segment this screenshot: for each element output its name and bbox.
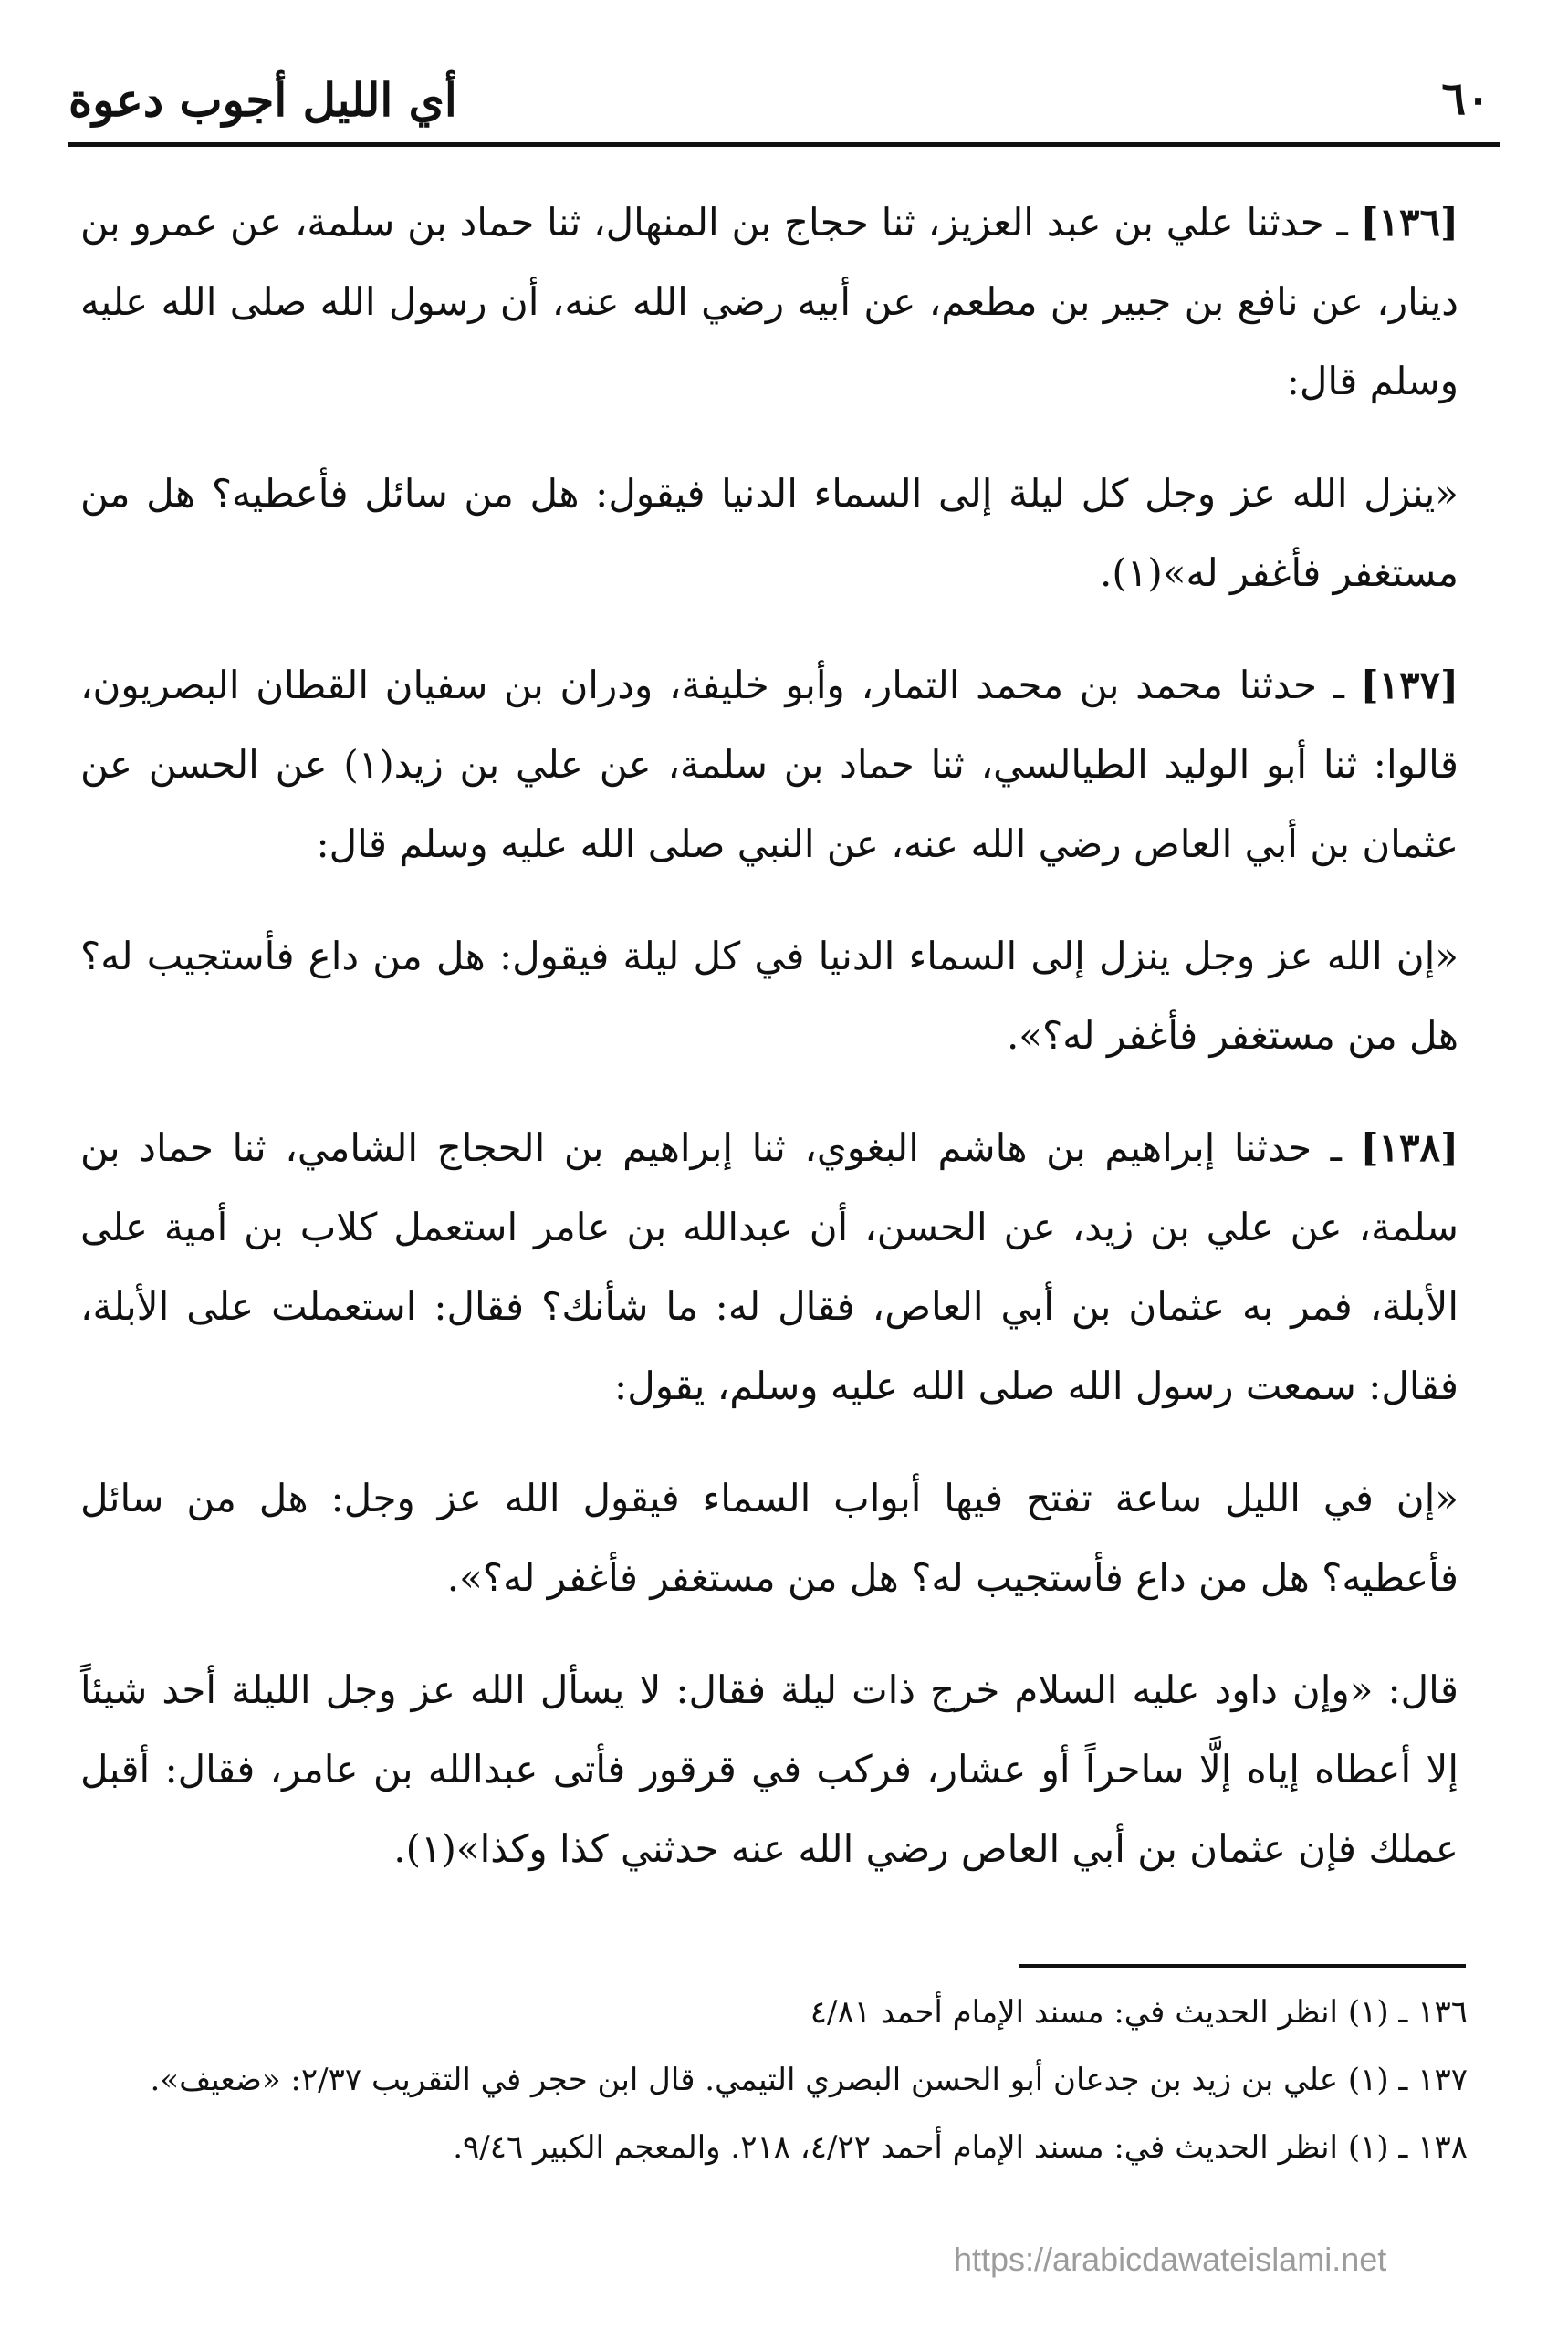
page-header xyxy=(68,64,1500,147)
hadith-137-matn: «إن الله عز وجل ينزل إلى السماء الدنيا في كل ليلة فيقول: هل من داع فأستجيب له؟ هل من مستغفر فأغفر له؟». xyxy=(80,934,1458,1058)
hadith-136-matn: «ينزل الله عز وجل كل ليلة إلى السماء الدنيا فيقول: هل من سائل فأعطيه؟ هل من مستغفر فأغفر له»(١). xyxy=(80,471,1458,595)
hadith-138-continuation: قال: «وإن داود عليه السلام خرج ذات ليلة فقال: لا يسأل الله عز وجل الليلة أحد شيئاً إلا أعطاه إياه إلَّا ساحراً أو عشار، فركب في قرقور فأتى عبدالله بن عامر، فقال: أقبل عملك فإن عثمان بن أبي العاص رضي الله عنه حدثني كذا وكذا»(١). xyxy=(80,1667,1458,1871)
hadith-number: [١٣٨] xyxy=(1360,1125,1458,1170)
running-title: أي الليل أجوب دعوة xyxy=(68,73,457,127)
footnote: ١٣٧ ـ (١) علي بن زيد بن جدعان أبو الحسن البصري التيمي. قال ابن حجر في التقريب ٢/٣٧: «ضعيف». xyxy=(150,2062,1468,2098)
hadith-number: [١٣٦] xyxy=(1360,200,1458,245)
footnote: ١٣٦ ـ (١) انظر الحديث في: مسند الإمام أحمد ٤/٨١ xyxy=(810,1994,1468,2031)
watermark-url: https://arabicdawateislami.net xyxy=(954,2241,1387,2278)
page-number: ٦٠ xyxy=(1441,71,1490,125)
hadith-136-isnad xyxy=(80,183,1458,421)
hadith-number: [١٣٧] xyxy=(1360,663,1458,707)
isnad-text: ـ حدثنا علي بن عبد العزيز، ثنا حجاج بن المنهال، ثنا حماد بن سلمة، عن عمرو بن دينار، عن نافع بن جبير بن مطعم، عن أبيه رضي الله عنه، أن رسول الله صلى الله عليه وسلم قال: xyxy=(80,200,1458,403)
footnote-divider xyxy=(1019,1964,1466,1968)
footnotes xyxy=(80,1985,1468,2188)
hadith-137-isnad xyxy=(80,645,1458,883)
isnad-text: ـ حدثنا إبراهيم بن هاشم البغوي، ثنا إبراهيم بن الحجاج الشامي، ثنا حماد بن سلمة، عن علي بن زيد، عن الحسن، أن عبدالله بن عامر استعمل كلاب بن أمية على الأبلة، فمر به عثمان بن أبي العاص، فقال له: ما شأنك؟ فقال: استعملت على الأبلة، فقال: سمعت رسول الله صلى الله عليه وسلم، يقول: xyxy=(80,1125,1458,1408)
isnad-text: ـ حدثنا محمد بن محمد التمار، وأبو خليفة، ودران بن سفيان القطان البصريون، قالوا: ثنا أبو الوليد الطيالسي، ثنا حماد بن سلمة، عن علي بن زيد(١) عن الحسن عن عثمان بن أبي العاص رضي الله عنه، عن النبي صلى الله عليه وسلم قال: xyxy=(80,663,1458,866)
hadith-138-isnad xyxy=(80,1108,1458,1426)
main-text xyxy=(80,183,1458,1921)
footnote: ١٣٨ ـ (١) انظر الحديث في: مسند الإمام أحمد ٤/٢٢، ٢١٨. والمعجم الكبير ٩/٤٦. xyxy=(453,2129,1468,2166)
hadith-138-matn: «إن في الليل ساعة تفتح فيها أبواب السماء فيقول الله عز وجل: هل من سائل فأعطيه؟ هل من داع فأستجيب له؟ هل من مستغفر فأغفر له؟». xyxy=(80,1476,1458,1600)
